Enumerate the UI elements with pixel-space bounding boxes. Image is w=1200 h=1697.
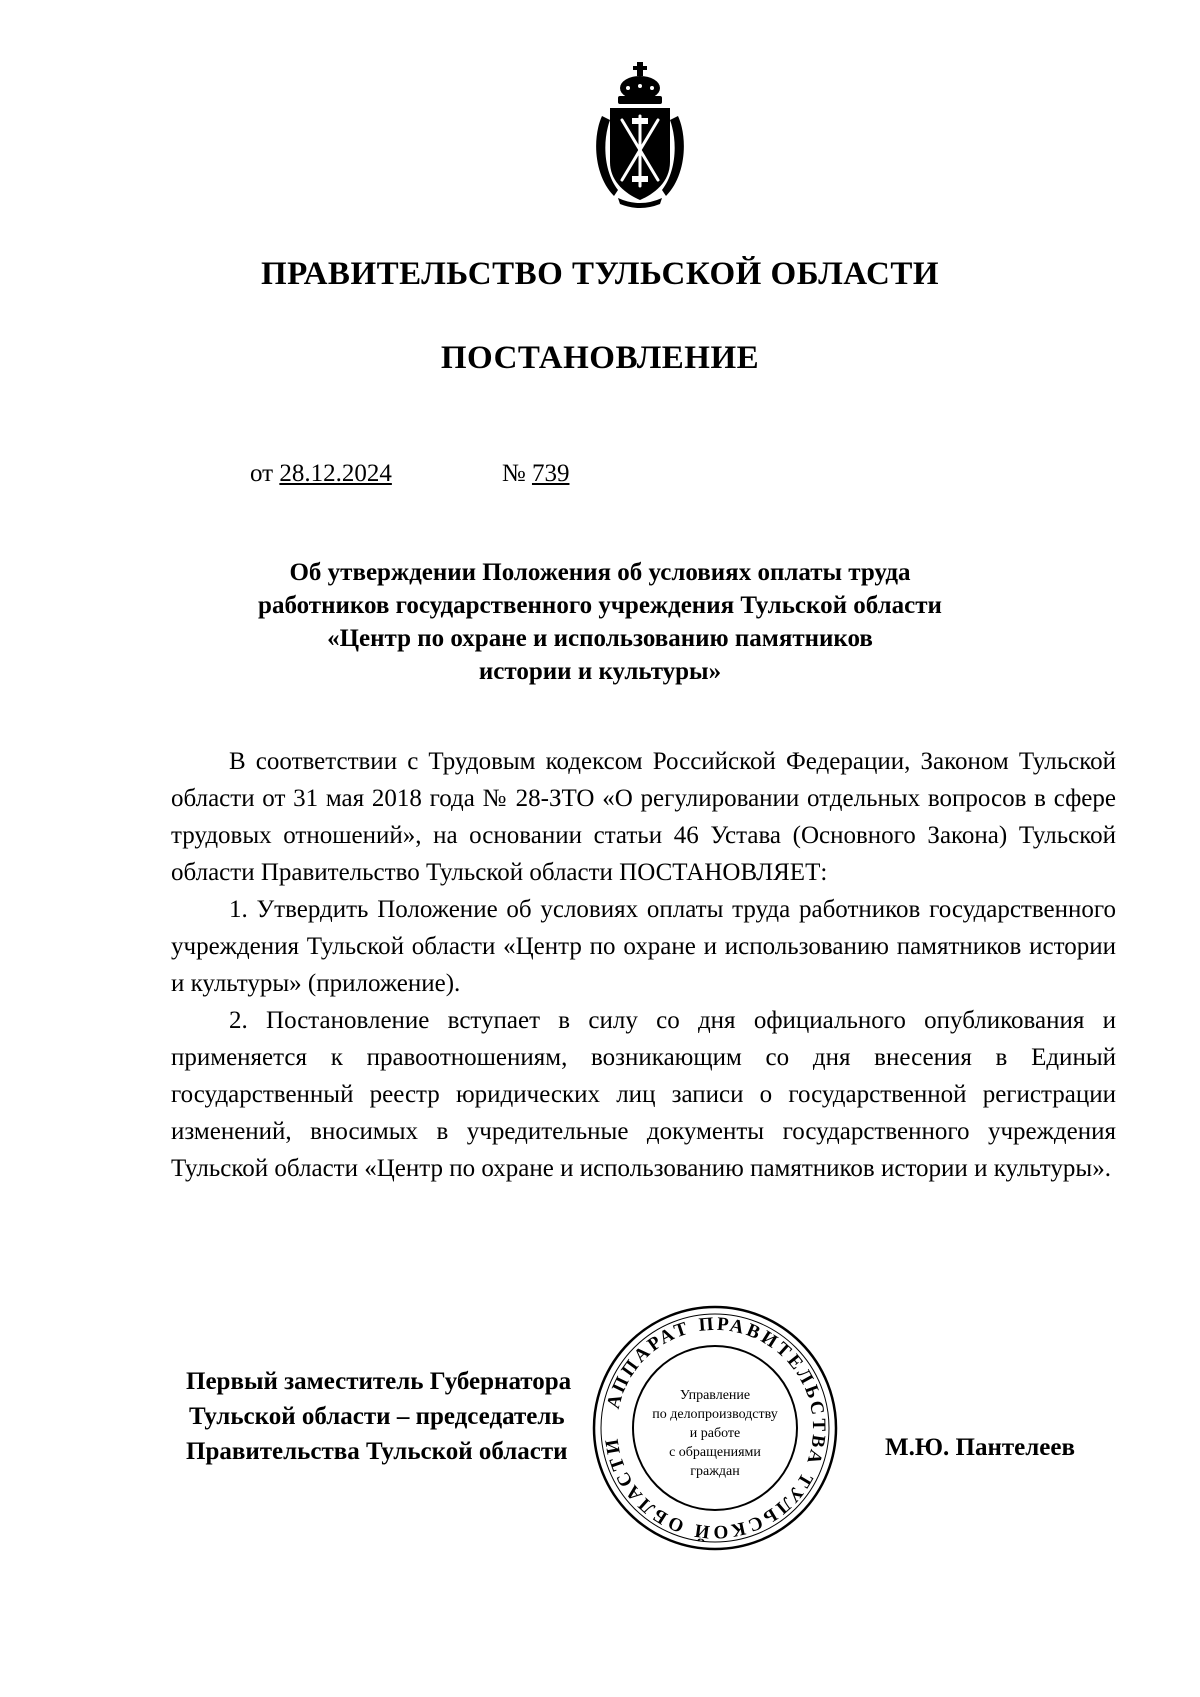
- signer-position-line: Первый заместитель Губернатора: [186, 1368, 572, 1395]
- document-title: [150, 556, 1050, 688]
- stamp-center-line: и работе: [689, 1426, 741, 1441]
- document-date: 28.12.2024: [279, 460, 392, 487]
- title-line: работников государственного учреждения Тульской области: [258, 592, 942, 619]
- signer-position-line: Правительства Тульской области: [186, 1438, 568, 1465]
- signer-name: М.Ю. Пантелеев: [885, 1434, 1075, 1461]
- stamp-center-line: граждан: [690, 1464, 740, 1479]
- document-number: 739: [531, 460, 570, 487]
- stamp-ring-text: АППАРАТ ПРАВИТЕЛЬСТВА ТУЛЬСКОЙ ОБЛАСТИ: [601, 1313, 830, 1543]
- title-line: Об утверждении Положения об условиях оплаты труда: [289, 559, 911, 586]
- official-stamp: [590, 1303, 840, 1553]
- government-name: ПРАВИТЕЛЬСТВО ТУЛЬСКОЙ ОБЛАСТИ: [261, 256, 939, 292]
- coat-of-arms-icon: [588, 58, 692, 208]
- document-type: ПОСТАНОВЛЕНИЕ: [440, 340, 760, 376]
- stamp-center-line: Управление: [679, 1388, 751, 1403]
- number-prefix: №: [501, 460, 532, 487]
- preamble-paragraph: В соответствии с Трудовым кодексом Российской Федерации, Законом Тульской области от 31 мая 2018 года № 28-ЗТО «О регулировании отдельных вопросов в сфере трудовых отношений», на основании статьи 46 Устава (Основного Закона) Тульской области Правительство Тульской области ПОСТАНОВЛЯЕТ:: [171, 748, 1116, 886]
- clause-2-paragraph: 2. Постановление вступает в силу со дня официального опубликования и применяется к правоотношениям, возникающим со дня внесения в Единый государственный реестр юридических лиц записи о государственной регистрации изменений, вносимых в учредительные документы государственного учреждения Тульской области «Центр по охране и использованию памятников истории и культуры».: [171, 1007, 1116, 1182]
- document-body: [171, 743, 1116, 1187]
- date-number-line: [250, 460, 569, 488]
- clause-1-paragraph: 1. Утвердить Положение об условиях оплаты труда работников государственного учреждения Тульской области «Центр по охране и использованию памятников истории и культуры» (приложение).: [171, 896, 1116, 997]
- signer-position: [186, 1364, 571, 1469]
- signer-position-line: Тульской области – председатель: [189, 1403, 565, 1430]
- title-line: «Центр по охране и использованию памятников: [327, 625, 873, 652]
- stamp-center-line: с обращениями: [669, 1445, 761, 1460]
- stamp-center-line: по делопроизводству: [652, 1407, 778, 1422]
- title-line: истории и культуры»: [478, 658, 722, 685]
- date-prefix: от: [250, 460, 280, 487]
